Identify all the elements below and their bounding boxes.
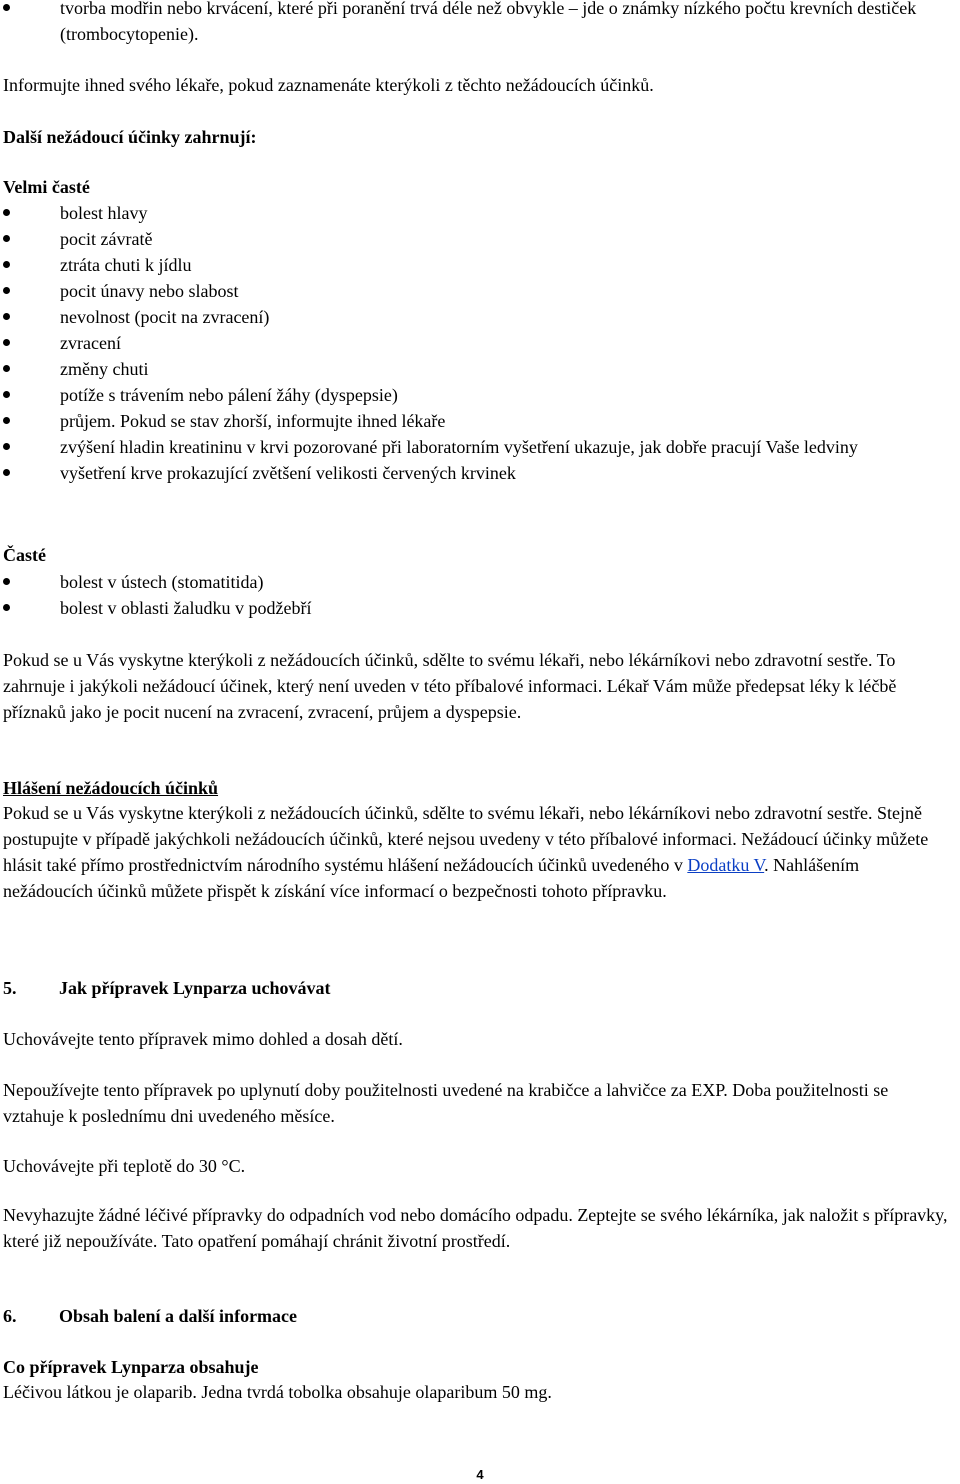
contents-subheading: Co přípravek Lynparza obsahuje	[3, 1357, 259, 1377]
section-5-heading	[3, 975, 953, 1001]
appendix-v-link[interactable]: Dodatku V	[687, 855, 765, 875]
reporting-text-end: . Nahlášením nežádoucích účinků můžete přispět k získání více informací o bezpečnosti tohoto přípravku.	[3, 855, 860, 901]
list-item: pocit únavy nebo slabost	[3, 278, 953, 304]
list-item: vyšetření krve prokazující zvětšení velikosti červených krvinek	[3, 460, 953, 486]
list-item: nevolnost (pocit na zvracení)	[3, 304, 953, 330]
section-number: 6.	[3, 1306, 17, 1326]
list-item: bolest hlavy	[3, 200, 953, 226]
report-doctor-paragraph: Pokud se u Vás vyskytne kterýkoli z nežádoucích účinků, sdělte to svému lékaři, nebo lékárníkovi nebo zdravotní sestře. To zahrnuje i jakýkoli nežádoucí účinek, který není uveden v této příbalové informaci. Lékař Vám může předepsat léky k léčbě příznaků jako je pocit nucení na zvracení, zvracení, průjem a dyspepsie.	[3, 650, 897, 722]
list-item: průjem. Pokud se stav zhorší, informujte ihned lékaře	[3, 408, 953, 434]
top-bullet-list	[3, 0, 953, 47]
very-common-heading: Velmi časté	[3, 177, 90, 197]
section-title: Obsah balení a další informace	[59, 1306, 298, 1326]
common-heading: Časté	[3, 545, 46, 565]
list-item: zvracení	[3, 330, 953, 356]
list-item: tvorba modřin nebo krvácení, které při poranění trvá déle než obvykle – jde o známky nízkého počtu krevních destiček (trombocytopenie).	[3, 0, 953, 47]
inform-doctor-text: Informujte ihned svého lékaře, pokud zaznamenáte kterýkoli z těchto nežádoucích účinků.	[3, 75, 654, 95]
list-item: změny chuti	[3, 356, 953, 382]
temperature-paragraph: Uchovávejte při teplotě do 30 °C.	[3, 1156, 246, 1176]
storage-paragraph: Uchovávejte tento přípravek mimo dohled a dosah dětí.	[3, 1029, 403, 1049]
page-number: 4	[476, 1467, 484, 1482]
list-item: zvýšení hladin kreatininu v krvi pozorované při laboratorním vyšetření ukazuje, jak dobře pracují Vaše ledviny	[3, 434, 953, 460]
very-common-list	[3, 200, 953, 486]
other-effects-heading: Další nežádoucí účinky zahrnují:	[3, 127, 257, 147]
section-6-heading	[3, 1303, 953, 1329]
section-title: Jak přípravek Lynparza uchovávat	[59, 978, 331, 998]
expiry-paragraph: Nepoužívejte tento přípravek po uplynutí doby použitelnosti uvedené na krabičce a lahvičce za EXP. Doba použitelnosti se vztahuje k poslednímu dni uvedeného měsíce.	[3, 1080, 889, 1126]
list-item: bolest v oblasti žaludku v podžebří	[3, 595, 953, 621]
list-item: bolest v ústech (stomatitida)	[3, 569, 953, 595]
list-item: ztráta chuti k jídlu	[3, 252, 953, 278]
contents-text: Léčivou látkou je olaparib. Jedna tvrdá tobolka obsahuje olaparibum 50 mg.	[3, 1382, 552, 1402]
list-item: pocit závratě	[3, 226, 953, 252]
list-item: potíže s trávením nebo pálení žáhy (dyspepsie)	[3, 382, 953, 408]
reporting-text: Pokud se u Vás vyskytne kterýkoli z nežádoucích účinků, sdělte to svému lékaři, nebo lékárníkovi nebo zdravotní sestře. Stejně postupujte v případě jakýchkoli nežádoucích účinků, které nejsou uvedeny v této příbalové informaci. Nežádoucí účinky můžete hlásit také přímo prostřednictvím národního systému hlášení nežádoucích účinků uvedeného v	[3, 803, 929, 875]
section-number: 5.	[3, 978, 17, 998]
common-list	[3, 569, 953, 621]
reporting-heading: Hlášení nežádoucích účinků	[3, 778, 219, 798]
reporting-paragraph	[3, 800, 953, 904]
disposal-paragraph: Nevyhazujte žádné léčivé přípravky do odpadních vod nebo domácího odpadu. Zeptejte se svého lékárníka, jak naložit s přípravky, které již nepoužíváte. Tato opatření pomáhají chránit životní prostředí.	[3, 1205, 948, 1251]
